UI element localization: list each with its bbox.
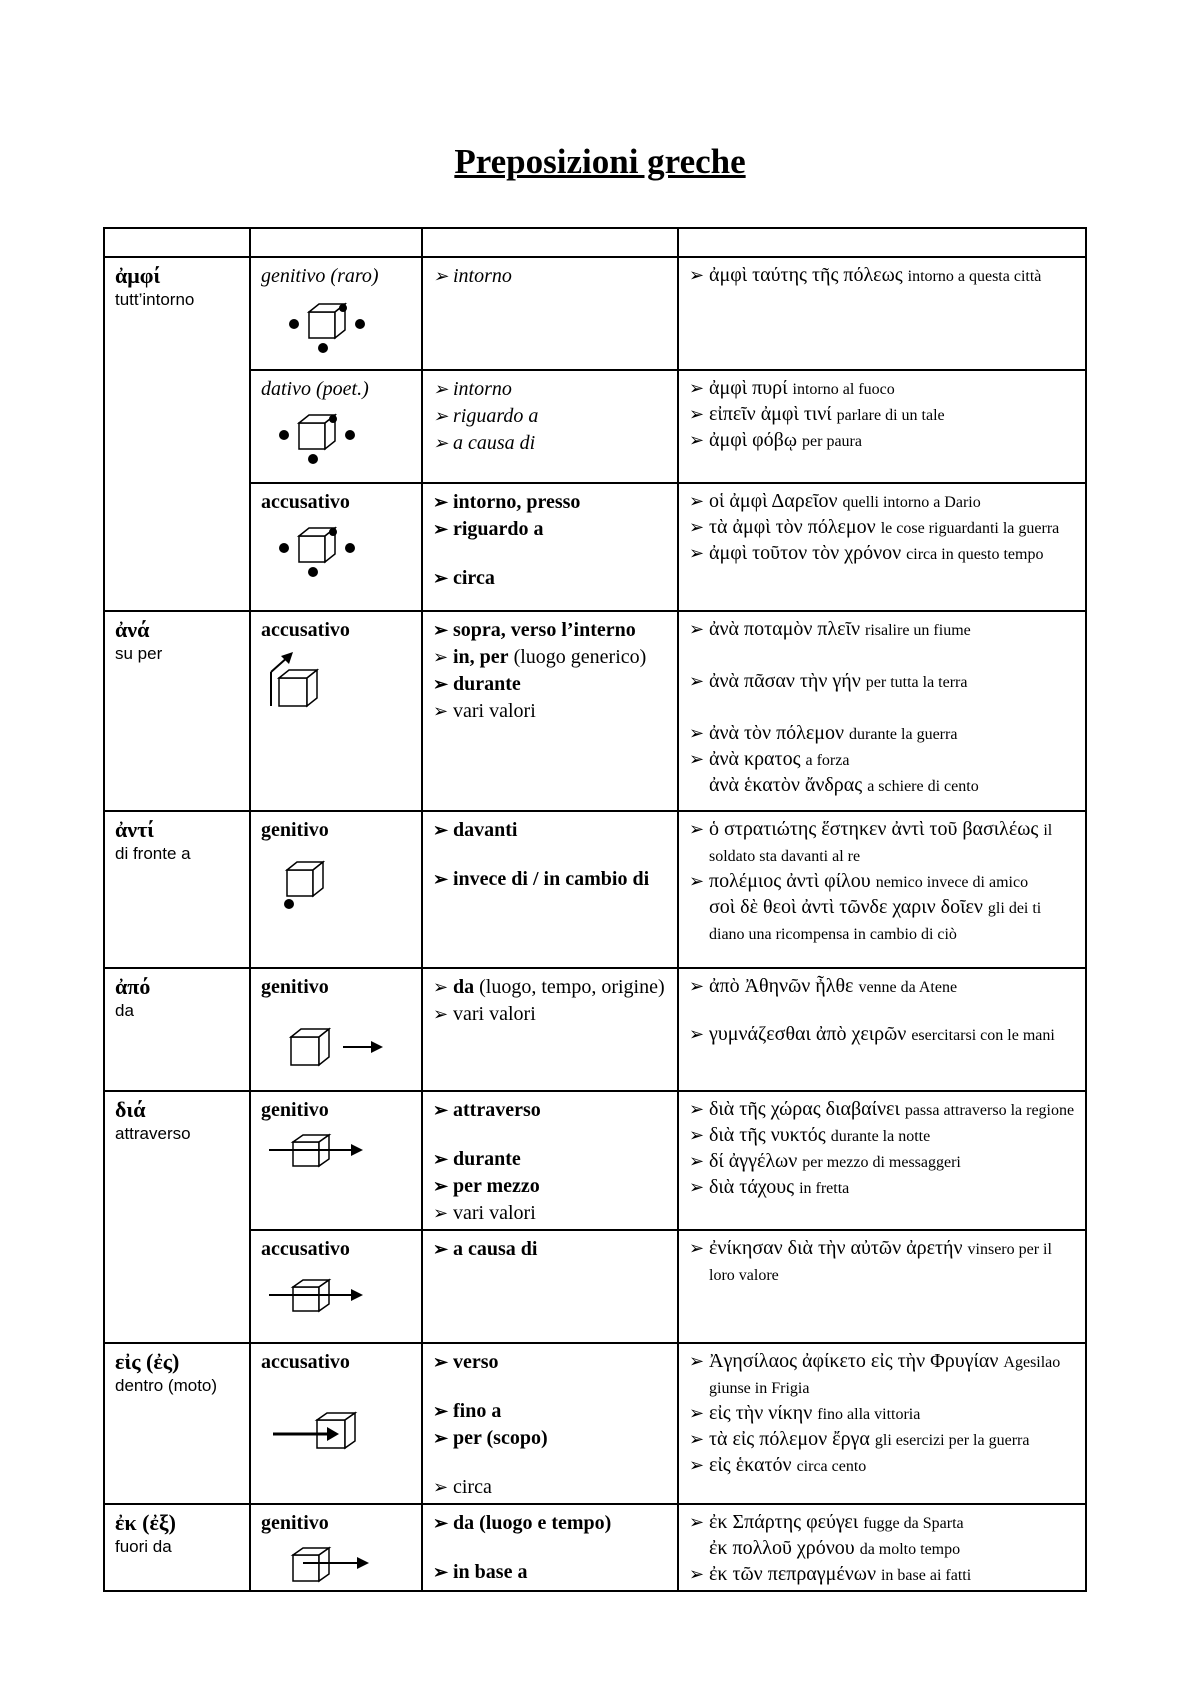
example-item: ➢ ἀμφὶ φόβῳ per paura: [689, 428, 1077, 454]
example-cell: [678, 370, 1086, 483]
example-item: ➢ ὁ στρατιώτης ἕστηκεν ἀντὶ τοῦ βασιλέως il soldato sta davanti al re: [689, 817, 1077, 869]
meaning-item: ➢ intorno, presso: [433, 489, 669, 516]
preposition-gloss: attraverso: [115, 1124, 191, 1143]
example-cell: [678, 968, 1086, 1091]
example-item: ➢ δί ἀγγέλων per mezzo di messaggeri: [689, 1149, 1077, 1175]
example-cell: [678, 1504, 1086, 1591]
table-row: [104, 1091, 1086, 1230]
meaning-cell: [422, 611, 678, 811]
meaning-item: ➢ invece di / in cambio di: [433, 866, 669, 893]
example-item: ➢ διὰ τάχους in fretta: [689, 1175, 1077, 1201]
preposition: διά: [115, 1097, 146, 1122]
header-row: [104, 228, 1086, 257]
meaning-item: ➢ riguardo a: [433, 516, 669, 543]
case-label: genitivo (raro): [261, 265, 379, 287]
page-title: Preposizioni greche: [454, 142, 746, 181]
example-cell: [678, 1091, 1086, 1230]
meaning-cell: [422, 1504, 678, 1591]
meaning-cell: [422, 1343, 678, 1504]
meaning-item: ➢ fino a: [433, 1398, 669, 1425]
spacer: [433, 1376, 669, 1398]
preposition-gloss: su per: [115, 644, 163, 663]
preposition-cell: [104, 1091, 250, 1343]
spacer: [433, 844, 669, 866]
preposition-cell: [104, 257, 250, 611]
case-label: genitivo: [261, 1099, 329, 1121]
meaning-item: ➢ sopra, verso l’interno: [433, 617, 669, 644]
meaning-item: ➢ intorno: [433, 376, 669, 403]
preposition-gloss: di fronte a: [115, 844, 191, 863]
meaning-item: ➢ vari valori: [433, 1001, 669, 1028]
case-label: genitivo: [261, 1512, 329, 1534]
preposition-gloss: da: [115, 1001, 134, 1020]
preposition-cell: [104, 1504, 250, 1591]
example-item: ➢ ἀπὸ Ἀθηνῶν ἦλθε venne da Atene: [689, 974, 1077, 1000]
example-item: ➢ ἀνὰ τὸν πόλεμον durante la guerra: [689, 721, 1077, 747]
preposition-gloss: fuori da: [115, 1537, 172, 1556]
spacer: [689, 695, 1077, 721]
case-cell: [250, 1343, 422, 1504]
example-item: ἀνὰ ἑκατὸν ἄνδρας a schiere di cento: [709, 774, 979, 796]
meaning-item: ➢ da (luogo, tempo, origine): [433, 974, 669, 1001]
example-item: ➢ οἱ ἀμφὶ Δαρεῖον quelli intorno a Dario: [689, 489, 1077, 515]
example-item: ➢ ἀνὰ πᾶσαν τὴν γήν per tutta la terra: [689, 669, 1077, 695]
meaning-item: ➢ davanti: [433, 817, 669, 844]
example-item: ➢ ἀμφὶ τοῦτον τὸν χρόνον circa in questo tempo: [689, 541, 1077, 567]
case-label: accusativo: [261, 1238, 350, 1260]
cube-dots-diagram-icon: [267, 296, 377, 354]
meaning-cell: [422, 370, 678, 483]
table-row: [104, 1504, 1086, 1591]
table-row: [104, 1230, 1086, 1343]
cube-arrow-through-diagram-icon: [267, 1269, 397, 1319]
table-row: [104, 370, 1086, 483]
table-row: [104, 483, 1086, 611]
preposition: ἀπό: [115, 974, 151, 999]
case-label: accusativo: [261, 491, 350, 513]
meaning-cell: [422, 1230, 678, 1343]
table-row: [104, 257, 1086, 370]
example-item: ➢ διὰ τῆς νυκτός durante la notte: [689, 1123, 1077, 1149]
example-item: ➢ εἰς τὴν νίκην fino alla vittoria: [689, 1401, 1077, 1427]
cube-arrow-in-diagram-icon: [267, 1382, 397, 1458]
example-item: ➢ ἀμφὶ ταύτης τῆς πόλεως intorno a questa città: [689, 263, 1077, 289]
preposition: εἰς (ἐς): [115, 1349, 180, 1374]
meaning-cell: [422, 1091, 678, 1230]
spacer: [433, 1124, 669, 1146]
spacer: [433, 543, 669, 565]
prepositions-table: [103, 227, 1087, 1592]
example-item: ➢ γυμνάζεσθαι ἀπὸ χειρῶν esercitarsi con le mani: [689, 1022, 1077, 1048]
preposition-cell: [104, 611, 250, 811]
example-item: ➢ εἰπεῖν ἀμφὶ τινί parlare di un tale: [689, 402, 1077, 428]
preposition-gloss: dentro (moto): [115, 1376, 218, 1395]
preposition-gloss: tutt’intorno: [115, 290, 195, 309]
meaning-cell: [422, 257, 678, 370]
case-cell: [250, 611, 422, 811]
example-item: ➢ διὰ τῆς χώρας διαβαίνει passa attraverso la regione: [689, 1097, 1077, 1123]
spacer: [433, 1537, 669, 1559]
meaning-item: ➢ per mezzo: [433, 1173, 669, 1200]
spacer: [689, 1000, 1077, 1022]
case-label: accusativo: [261, 619, 350, 641]
meaning-item: ➢ circa: [433, 565, 669, 592]
example-item: ➢ ἀνὰ ποταμὸν πλεῖν risalire un fiume: [689, 617, 1077, 643]
header-cell: [422, 228, 678, 257]
meaning-item: ➢ per (scopo): [433, 1425, 669, 1452]
preposition: ἀμφί: [115, 263, 161, 288]
cube-arrow-out-diagram-icon: [267, 1543, 397, 1587]
preposition-cell: [104, 811, 250, 968]
meaning-item: ➢ durante: [433, 671, 669, 698]
example-item: ➢ τὰ εἰς πόλεμον ἔργα gli esercizi per la guerra: [689, 1427, 1077, 1453]
meaning-item: ➢ intorno: [433, 263, 669, 290]
cube-dots-diagram-icon: [267, 409, 377, 467]
example-cell: [678, 1343, 1086, 1504]
meaning-item: ➢ durante: [433, 1146, 669, 1173]
case-cell: [250, 257, 422, 370]
table-row: [104, 811, 1086, 968]
example-cell: [678, 1230, 1086, 1343]
meaning-item: ➢ riguardo a: [433, 403, 669, 430]
example-item: ➢ εἰς ἑκατόν circa cento: [689, 1453, 1077, 1479]
example-item: ἐκ πολλοῦ χρόνου da molto tempo: [709, 1537, 961, 1559]
meaning-cell: [422, 968, 678, 1091]
example-item: ➢ ἐκ τῶν πεπραγμένων in base ai fatti: [689, 1562, 1077, 1588]
meaning-item: ➢ vari valori: [433, 1200, 669, 1227]
meaning-item: ➢ verso: [433, 1349, 669, 1376]
case-cell: [250, 968, 422, 1091]
meaning-item: ➢ a causa di: [433, 1236, 669, 1263]
example-item: ➢ Ἀγησίλαος ἀφίκετο εἰς τὴν Φρυγίαν Agesilao giunse in Frigia: [689, 1349, 1077, 1401]
spacer: [689, 643, 1077, 669]
example-item: σοὶ δὲ θεοὶ ἀντὶ τῶνδε χαριν δοῖεν gli dei ti diano una ricompensa in cambio di ciò: [709, 896, 1042, 943]
case-label: accusativo: [261, 1351, 350, 1373]
cube-dot-diagram-icon: [267, 850, 377, 914]
meaning-item: ➢ vari valori: [433, 698, 669, 725]
preposition-cell: [104, 1343, 250, 1504]
cube-arrow-through-diagram-icon: [267, 1130, 397, 1174]
cube-arrow-out-diagram-icon: [267, 1007, 397, 1071]
case-cell: [250, 1504, 422, 1591]
example-item: ➢ τὰ ἀμφὶ τὸν πόλεμον le cose riguardanti la guerra: [689, 515, 1077, 541]
meaning-note: (luogo generico): [513, 646, 647, 668]
example-item: ➢ πολέμιος ἀντὶ φίλου nemico invece di amico: [689, 869, 1077, 895]
header-cell: [104, 228, 250, 257]
example-cell: [678, 483, 1086, 611]
example-item: ➢ ἀμφὶ πυρί intorno al fuoco: [689, 376, 1077, 402]
case-cell: [250, 1230, 422, 1343]
table-row: [104, 968, 1086, 1091]
meaning-cell: [422, 811, 678, 968]
preposition-cell: [104, 968, 250, 1091]
case-cell: [250, 370, 422, 483]
meaning-cell: [422, 483, 678, 611]
case-cell: [250, 1091, 422, 1230]
meaning-note: (luogo, tempo, origine): [479, 976, 665, 998]
cube-arrow-up-diagram-icon: [267, 650, 377, 710]
meaning-item: ➢ in, per (luogo generico): [433, 644, 669, 671]
header-cell: [678, 228, 1086, 257]
cube-dots-diagram-icon: [267, 522, 377, 580]
example-cell: [678, 257, 1086, 370]
meaning-item: ➢ attraverso: [433, 1097, 669, 1124]
example-item: ➢ ἐκ Σπάρτης φεύγει fugge da Sparta: [689, 1510, 1077, 1536]
spacer: [433, 1452, 669, 1474]
preposition: ἀντί: [115, 817, 155, 842]
example-cell: [678, 611, 1086, 811]
case-label: dativo (poet.): [261, 378, 369, 400]
preposition: ἐκ (ἐξ): [115, 1510, 176, 1535]
header-cell: [250, 228, 422, 257]
case-label: genitivo: [261, 819, 329, 841]
table-row: [104, 1343, 1086, 1504]
meaning-item: ➢ circa: [433, 1474, 669, 1501]
table-row: [104, 611, 1086, 811]
case-label: genitivo: [261, 976, 329, 998]
case-cell: [250, 483, 422, 611]
example-cell: [678, 811, 1086, 968]
case-cell: [250, 811, 422, 968]
preposition: ἀνά: [115, 617, 150, 642]
meaning-item: ➢ da (luogo e tempo): [433, 1510, 669, 1537]
meaning-item: ➢ a causa di: [433, 430, 669, 457]
example-item: ➢ ἀνὰ κρατος a forza: [689, 747, 1077, 773]
meaning-item: ➢ in base a: [433, 1559, 669, 1586]
example-item: ➢ ἐνίκησαν διὰ τὴν αὐτῶν ἀρετήν vinsero per il loro valore: [689, 1236, 1077, 1288]
